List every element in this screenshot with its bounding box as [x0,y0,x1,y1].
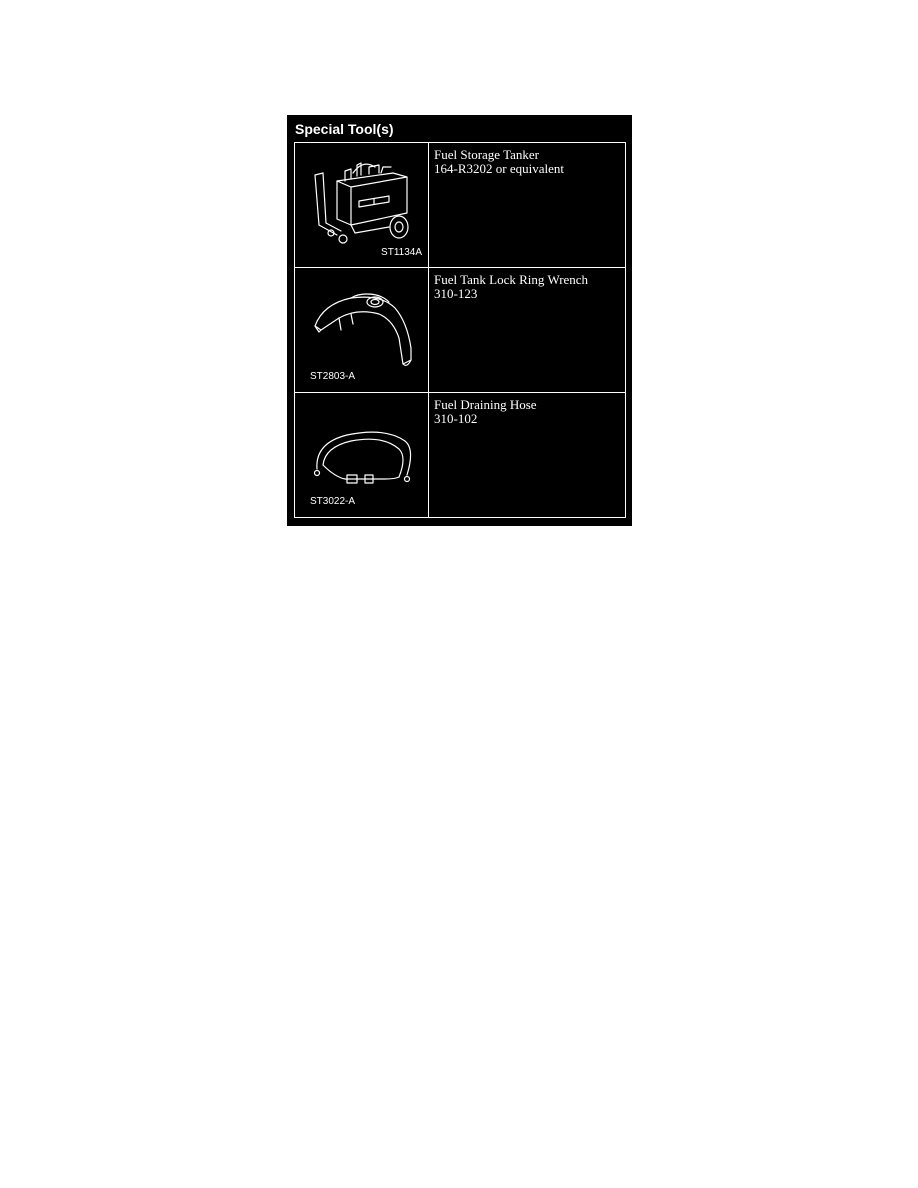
tool-illustration-cell [295,143,429,268]
tool-name: Fuel Draining Hose [434,397,537,412]
tool-description-cell [429,143,626,268]
tool-name: Fuel Tank Lock Ring Wrench [434,272,589,287]
tool-illustration-cell [295,268,429,393]
tool-number: 310-102 [434,411,478,426]
tool-number: 310-123 [434,286,478,301]
panel-title: Special Tool(s) [295,121,394,137]
special-tools-panel [287,115,632,526]
table-row [295,143,626,268]
special-tools-table [294,142,626,518]
table-row [295,268,626,393]
tool-name: Fuel Storage Tanker [434,147,539,162]
tool-illustration-cell [295,393,429,518]
tool-code: ST2803-A [310,371,356,382]
tool-number: 164-R3202 or equivalent [434,161,564,176]
tool-code: ST1134A [381,247,422,258]
table-row [295,393,626,518]
tool-description-cell [429,393,626,518]
tool-description-cell [429,268,626,393]
tool-code: ST3022-A [310,496,356,507]
